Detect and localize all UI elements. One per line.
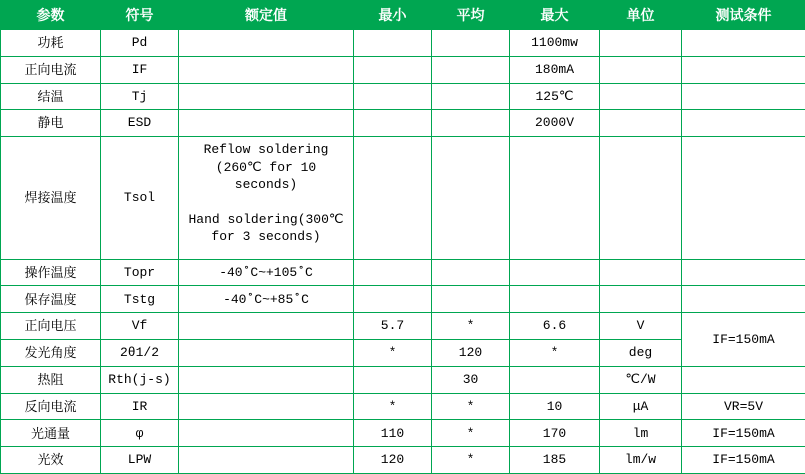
cell-max: * xyxy=(510,340,600,367)
table-row xyxy=(1,286,805,313)
cell-unit: lm xyxy=(600,420,682,447)
table-row xyxy=(1,420,805,447)
cell-min: 5.7 xyxy=(354,313,432,340)
cell-min: 110 xyxy=(354,420,432,447)
table-row xyxy=(1,313,805,340)
cell-max: 1100mw xyxy=(510,30,600,57)
cell-max: 170 xyxy=(510,420,600,447)
cell-typ xyxy=(432,110,510,137)
cell-symbol: 2θ1/2 xyxy=(101,340,179,367)
cell-parameter: 光效 xyxy=(1,447,101,474)
column-header-unit: 单位 xyxy=(600,1,682,30)
cell-min xyxy=(354,110,432,137)
cell-rated xyxy=(179,340,354,367)
cell-symbol: Tstg xyxy=(101,286,179,313)
cell-typ xyxy=(432,83,510,110)
cell-typ xyxy=(432,56,510,83)
cell-unit: V xyxy=(600,313,682,340)
cell-symbol: Rth(j-s) xyxy=(101,366,179,393)
cell-min xyxy=(354,56,432,83)
cell-max: 6.6 xyxy=(510,313,600,340)
cell-unit xyxy=(600,110,682,137)
solder-conditions xyxy=(179,137,353,259)
cell-rated xyxy=(179,83,354,110)
cell-condition: IF=150mA xyxy=(682,447,805,474)
cell-min xyxy=(354,259,432,286)
column-header-symbol: 符号 xyxy=(101,1,179,30)
cell-condition-merged: IF=150mA xyxy=(682,313,805,367)
cell-typ: * xyxy=(432,420,510,447)
cell-parameter: 光通量 xyxy=(1,420,101,447)
table-row xyxy=(1,110,805,137)
cell-typ xyxy=(432,259,510,286)
cell-symbol: Topr xyxy=(101,259,179,286)
column-header-test-condition: 测试条件 xyxy=(682,1,805,30)
column-header-max: 最大 xyxy=(510,1,600,30)
cell-condition xyxy=(682,137,805,260)
cell-typ xyxy=(432,137,510,260)
table-body xyxy=(1,30,805,474)
table-row xyxy=(1,393,805,420)
cell-symbol: ESD xyxy=(101,110,179,137)
cell-unit: ℃/W xyxy=(600,366,682,393)
cell-typ: 30 xyxy=(432,366,510,393)
cell-unit xyxy=(600,83,682,110)
cell-parameter: 正向电压 xyxy=(1,313,101,340)
cell-parameter: 功耗 xyxy=(1,30,101,57)
cell-symbol: φ xyxy=(101,420,179,447)
cell-unit xyxy=(600,286,682,313)
cell-parameter: 焊接温度 xyxy=(1,137,101,260)
table-row xyxy=(1,259,805,286)
column-header-parameter: 参数 xyxy=(1,1,101,30)
cell-max: 2000V xyxy=(510,110,600,137)
cell-typ: * xyxy=(432,393,510,420)
solder-hand-text: Hand soldering(300℃ for 3 seconds) xyxy=(188,211,344,245)
cell-condition xyxy=(682,83,805,110)
cell-unit xyxy=(600,259,682,286)
cell-symbol: Vf xyxy=(101,313,179,340)
column-header-rated-value: 额定值 xyxy=(179,1,354,30)
cell-parameter: 静电 xyxy=(1,110,101,137)
cell-condition xyxy=(682,366,805,393)
cell-rated xyxy=(179,447,354,474)
cell-typ: 120 xyxy=(432,340,510,367)
cell-max xyxy=(510,137,600,260)
cell-max: 10 xyxy=(510,393,600,420)
cell-unit xyxy=(600,30,682,57)
cell-unit: lm/w xyxy=(600,447,682,474)
table-header-row xyxy=(1,1,805,30)
cell-rated-solder xyxy=(179,137,354,260)
cell-rated xyxy=(179,420,354,447)
cell-condition: IF=150mA xyxy=(682,420,805,447)
cell-min xyxy=(354,83,432,110)
table-row-solder xyxy=(1,137,805,260)
cell-max: 125℃ xyxy=(510,83,600,110)
table-row xyxy=(1,366,805,393)
cell-rated: -40˚C~+105˚C xyxy=(179,259,354,286)
table-row xyxy=(1,56,805,83)
cell-min: * xyxy=(354,340,432,367)
cell-min xyxy=(354,366,432,393)
cell-max xyxy=(510,366,600,393)
cell-typ xyxy=(432,286,510,313)
cell-rated xyxy=(179,366,354,393)
cell-unit: deg xyxy=(600,340,682,367)
cell-rated xyxy=(179,313,354,340)
cell-typ: * xyxy=(432,447,510,474)
cell-rated xyxy=(179,110,354,137)
cell-min: * xyxy=(354,393,432,420)
cell-unit: μA xyxy=(600,393,682,420)
cell-rated xyxy=(179,30,354,57)
cell-parameter: 操作温度 xyxy=(1,259,101,286)
cell-min xyxy=(354,286,432,313)
cell-typ: * xyxy=(432,313,510,340)
cell-unit xyxy=(600,137,682,260)
cell-parameter: 保存温度 xyxy=(1,286,101,313)
cell-min xyxy=(354,30,432,57)
cell-rated xyxy=(179,393,354,420)
cell-parameter: 发光角度 xyxy=(1,340,101,367)
cell-rated: -40˚C~+85˚C xyxy=(179,286,354,313)
column-header-min: 最小 xyxy=(354,1,432,30)
cell-symbol: IF xyxy=(101,56,179,83)
cell-condition xyxy=(682,110,805,137)
cell-max: 185 xyxy=(510,447,600,474)
solder-reflow-text: Reflow soldering (260℃ for 10 seconds) xyxy=(203,142,329,193)
cell-condition xyxy=(682,30,805,57)
cell-parameter: 热阻 xyxy=(1,366,101,393)
cell-symbol: Pd xyxy=(101,30,179,57)
cell-unit xyxy=(600,56,682,83)
cell-condition xyxy=(682,286,805,313)
cell-parameter: 正向电流 xyxy=(1,56,101,83)
cell-condition: VR=5V xyxy=(682,393,805,420)
cell-rated xyxy=(179,56,354,83)
cell-condition xyxy=(682,259,805,286)
cell-min xyxy=(354,137,432,260)
cell-symbol: LPW xyxy=(101,447,179,474)
cell-symbol: IR xyxy=(101,393,179,420)
cell-max xyxy=(510,286,600,313)
cell-parameter: 反向电流 xyxy=(1,393,101,420)
cell-symbol: Tsol xyxy=(101,137,179,260)
cell-min: 120 xyxy=(354,447,432,474)
table-row xyxy=(1,83,805,110)
table-row xyxy=(1,447,805,474)
cell-symbol: Tj xyxy=(101,83,179,110)
cell-max xyxy=(510,259,600,286)
table-row xyxy=(1,30,805,57)
column-header-typical: 平均 xyxy=(432,1,510,30)
cell-condition xyxy=(682,56,805,83)
cell-max: 180mA xyxy=(510,56,600,83)
table-header xyxy=(1,1,805,30)
cell-typ xyxy=(432,30,510,57)
cell-parameter: 结温 xyxy=(1,83,101,110)
